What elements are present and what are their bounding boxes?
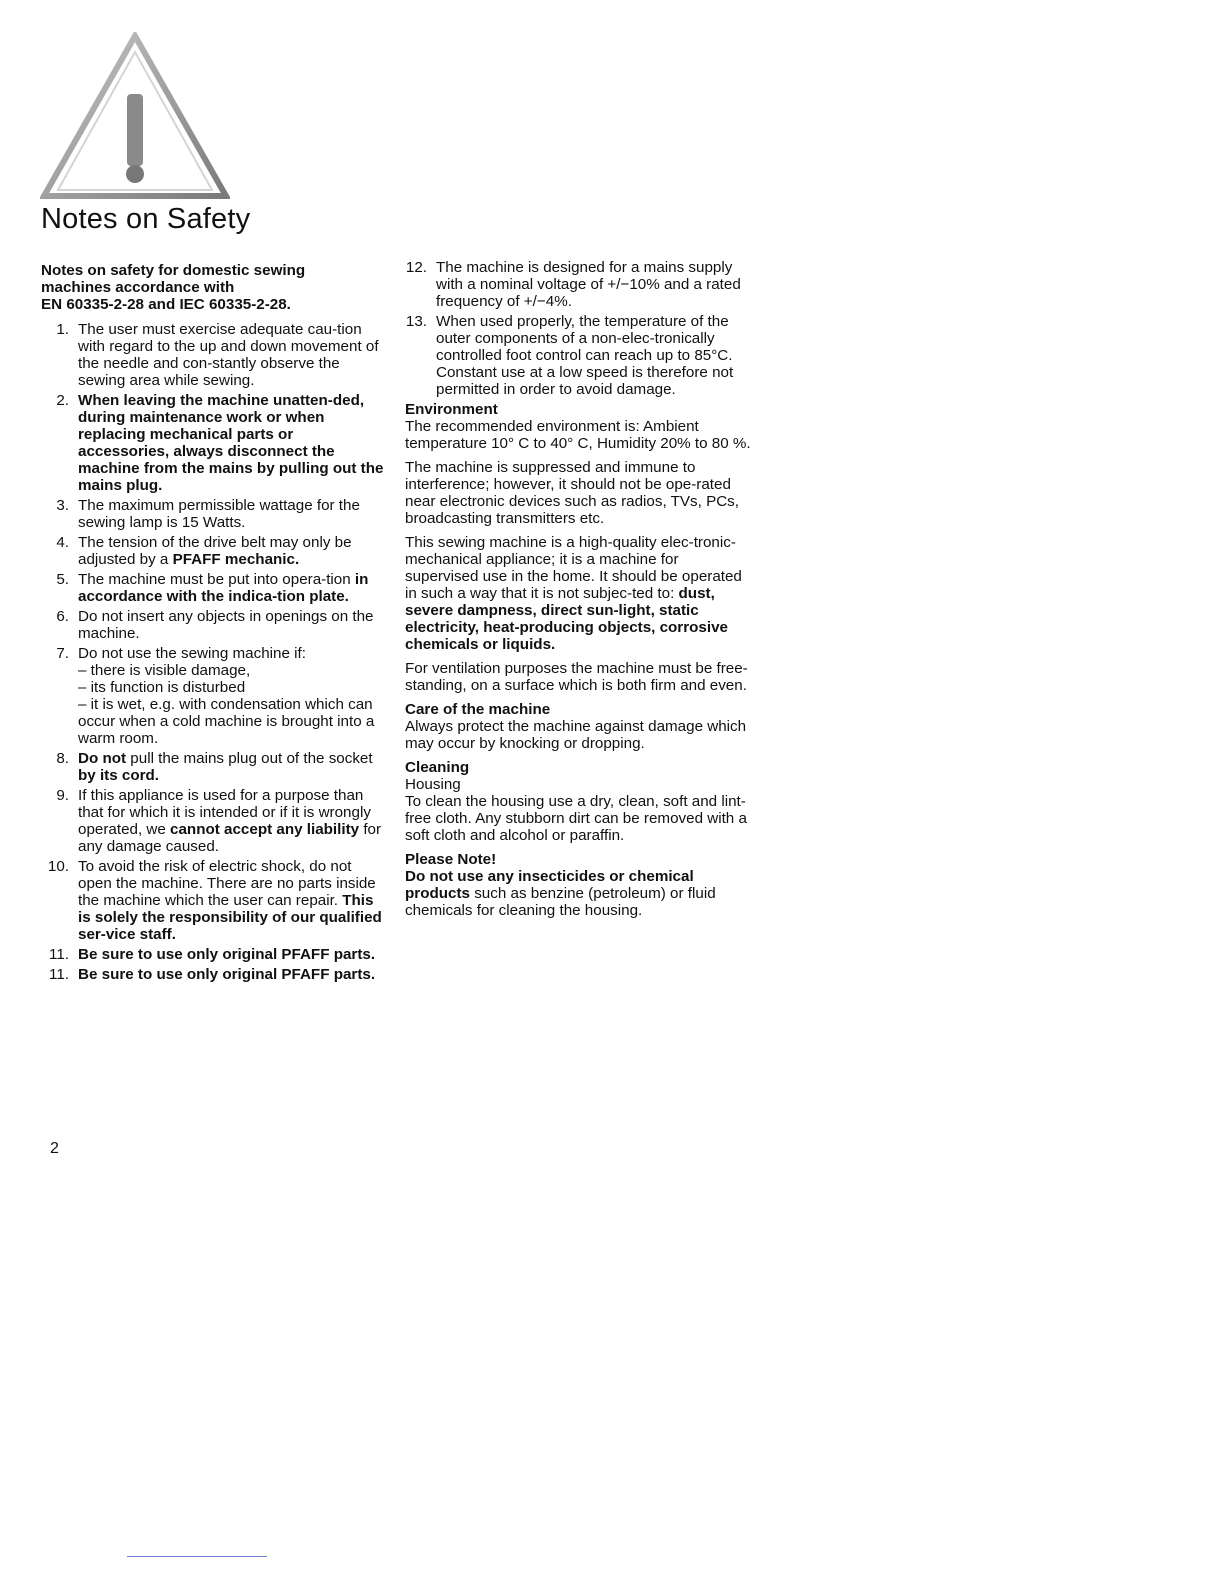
list-item: 11. Be sure to use only original PFAFF parts. bbox=[49, 966, 376, 983]
list-item: 7. Do not use the sewing machine if: – there is visible damage, – its function is disturbed – it is wet, e.g. with condensation which can occur when a cold machine is brought into a warm room. bbox=[56, 645, 375, 747]
list-item: 8. Do not pull the mains plug out of the socket by its cord. bbox=[56, 750, 373, 784]
list-item: 4. The tension of the drive belt may only be adjusted by a PFAFF mechanic. bbox=[56, 534, 352, 568]
page-number: 2 bbox=[50, 1140, 59, 1157]
cleaning-section: Cleaning Housing To clean the housing use a dry, clean, soft and lint-free cloth. Any stubborn dirt can be removed with a soft cloth and alcohol or paraffin. bbox=[400, 759, 755, 844]
environment-heading: Environment bbox=[405, 401, 498, 418]
list-item: 5. The machine must be put into opera-tion in accordance with the indica-tion plate. bbox=[56, 571, 369, 605]
intro-heading: Notes on safety for domestic sewing machines accordance with EN 60335-2-28 and IEC 60335-2-28. bbox=[41, 262, 306, 313]
list-item: 1. The user must exercise adequate cau-tion with regard to the up and down movement of the needle and con-stantly observe the sewing area while sewing. bbox=[56, 321, 379, 389]
warning-triangle-icon bbox=[40, 32, 230, 202]
list-item: 11. Be sure to use only original PFAFF parts. bbox=[49, 946, 376, 963]
environment-section: Environment The recommended environment is: Ambient temperature 10° C to 40° C, Humidity 20% to 80 %. The machine is suppressed and immune to interference; however, it should not be ope-rated near electronic devices such as radios, TVs, PCs, broadcasting transmitters etc. This sewing machine is a high-quality elec-tronic-mechanical appliance; it is a machine for supervised use in the home. It should be operated in such a way that it is not subjec-ted to: dust, severe dampness, direct sun-light, static electricity, heat-producing objects, corrosive chemicals or liquids. For ventilation purposes the machine must be free-standing, on a surface which is both firm and even. bbox=[400, 401, 755, 694]
cleaning-heading: Cleaning bbox=[405, 759, 470, 776]
care-heading: Care of the machine bbox=[405, 701, 551, 718]
note-heading: Please Note! bbox=[405, 851, 497, 868]
note-section: Please Note! Do not use any insecticides or chemical products such as benzine (petroleum) or fluid chemicals for cleaning the housing. bbox=[400, 851, 755, 919]
list-item: 2. When leaving the machine unatten-ded, during maintenance work or when replacing mechanical parts or accessories, always disconnect the machine from the mains by pulling out the mains plug. bbox=[56, 392, 384, 494]
care-section: Care of the machine Always protect the machine against damage which may occur by knocking or dropping. bbox=[400, 701, 755, 752]
list-item: 6. Do not insert any objects in openings on the machine. bbox=[56, 608, 374, 642]
list-item: 3. The maximum permissible wattage for the sewing lamp is 15 Watts. bbox=[56, 497, 360, 531]
safety-list-continued bbox=[400, 259, 755, 398]
page-title: Notes on Safety bbox=[41, 203, 251, 235]
footer-rule bbox=[127, 1556, 267, 1557]
safety-list bbox=[41, 321, 386, 983]
list-item: 13. When used properly, the temperature of the outer components of a non-elec-tronically controlled foot control can reach up to 85°C. Constant use at a low speed is therefore not permitted in order to avoid damage. bbox=[405, 313, 734, 398]
list-item: 9. If this appliance is used for a purpose than that for which it is intended or if it is wrongly operated, we cannot accept any liability for any damage caused. bbox=[56, 787, 382, 855]
left-column bbox=[41, 262, 386, 986]
list-item: 10. To avoid the risk of electric shock, do not open the machine. There are no parts inside the machine which the user can repair. This is solely the responsibility of our qualified ser-vice staff. bbox=[47, 858, 382, 943]
right-column bbox=[400, 259, 755, 926]
list-item: 12. The machine is designed for a mains supply with a nominal voltage of +/−10% and a rated frequency of +/−4%. bbox=[405, 259, 741, 310]
